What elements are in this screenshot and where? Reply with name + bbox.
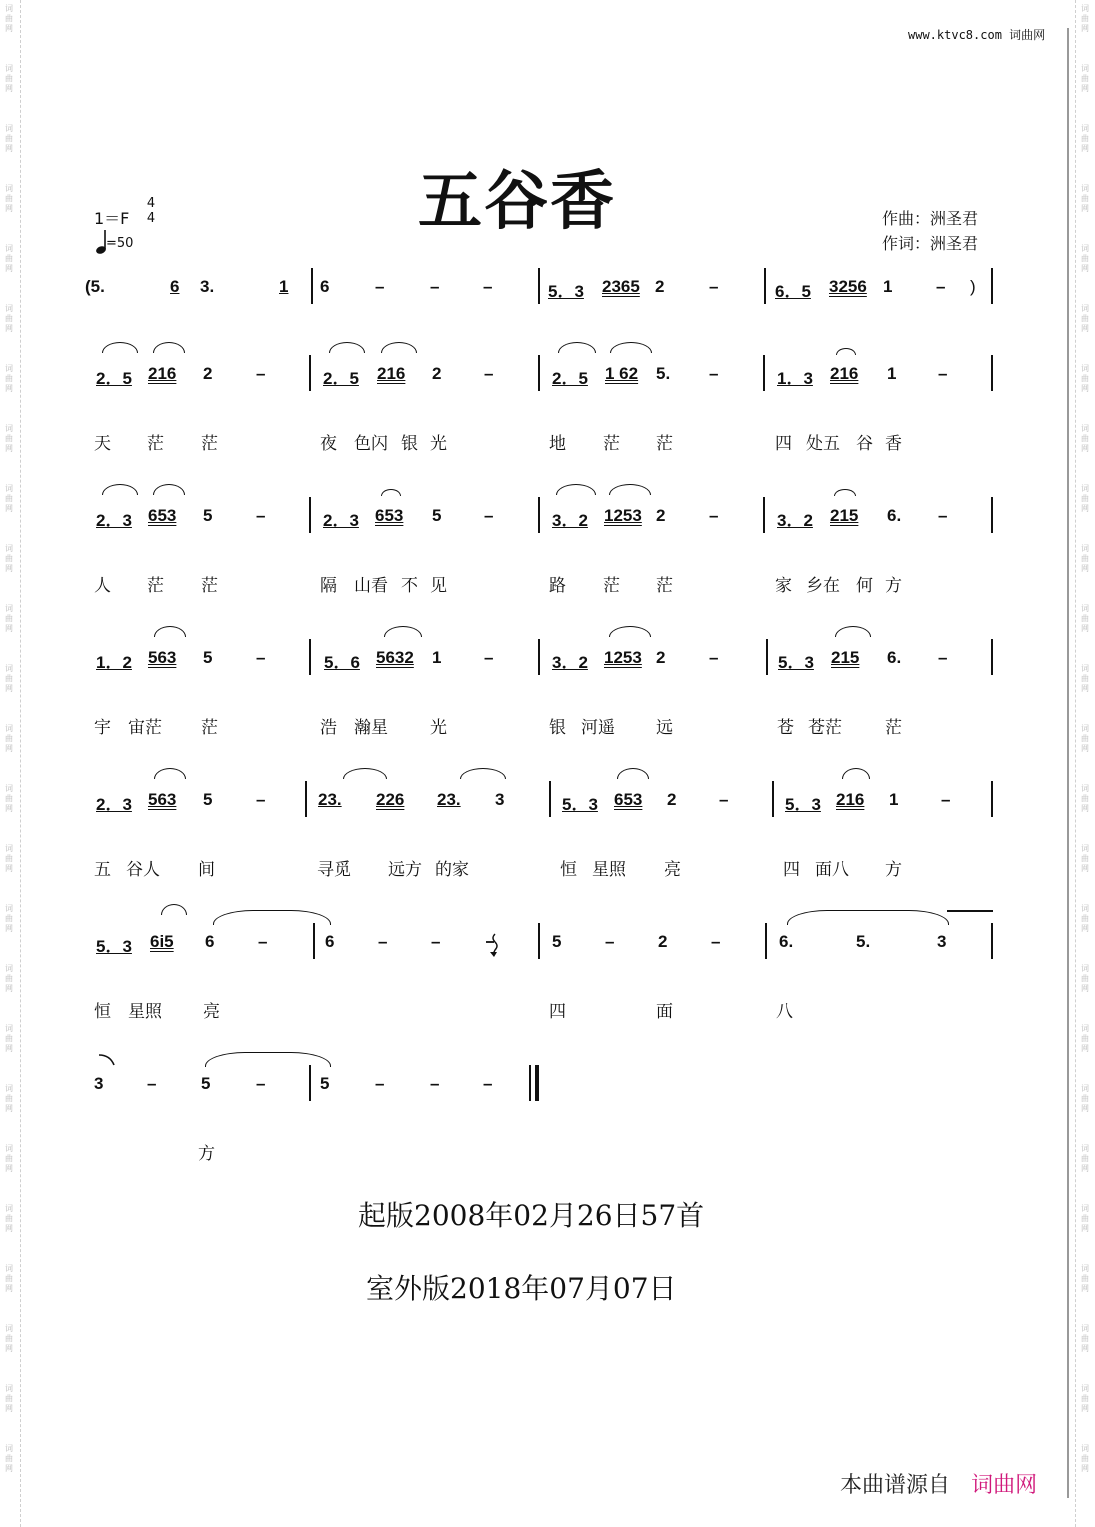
watermark-text: 词 曲 网 [5, 964, 13, 993]
lyric: 不 [401, 576, 418, 596]
watermark-text: 词 曲 网 [5, 1024, 13, 1053]
lyric: 隔 [320, 576, 337, 596]
lyric: 夜 [320, 434, 337, 454]
barline [764, 268, 766, 304]
slur [556, 484, 596, 495]
note: 215 [831, 648, 860, 667]
watermark-text: 词 曲 网 [5, 1204, 13, 1233]
note: – [256, 648, 266, 667]
note: 5 [320, 1074, 330, 1093]
lyric: 星照 [128, 1002, 162, 1022]
note: 23. [318, 790, 342, 809]
note: 5632 [376, 648, 414, 667]
watermark-text: 词 曲 网 [5, 1384, 13, 1413]
lyric: 远方 [388, 860, 422, 880]
watermark-text: 词 曲 网 [1081, 1444, 1089, 1473]
watermark-text: 词 曲 网 [5, 1264, 13, 1293]
note: – [709, 506, 719, 525]
time-signature [146, 196, 156, 226]
lyric: 四 [549, 1002, 566, 1022]
note: 2 [656, 648, 666, 667]
note: – [936, 277, 946, 296]
barline [538, 923, 540, 959]
note: – [483, 1074, 493, 1093]
watermark-text: 词 曲 网 [1081, 1024, 1089, 1053]
note: 6 [170, 277, 180, 296]
slur [617, 768, 649, 779]
slur [558, 342, 596, 353]
time-signature-bottom: 4 [146, 211, 156, 226]
watermark-text: 词 曲 网 [1081, 604, 1089, 633]
note: 6i5 [150, 932, 174, 951]
barline [309, 355, 311, 391]
lyricist-credit: 作词：洲圣君 [882, 234, 979, 253]
note: 5．3 [778, 653, 814, 672]
barline [538, 639, 540, 675]
watermark-text: 词 曲 网 [1081, 4, 1089, 33]
note: 2．5 [552, 369, 588, 388]
lyric: 星照 [592, 860, 626, 880]
lyric: 茫 [603, 434, 620, 454]
watermark-text: 词 曲 网 [5, 544, 13, 573]
source-prefix: 本曲谱源自 [840, 1473, 951, 1498]
note: 6 [325, 932, 335, 951]
note: 1 [889, 790, 899, 809]
lyric: 宇 [94, 718, 111, 738]
note: 5. [656, 364, 671, 383]
barline [313, 923, 315, 959]
slur [842, 768, 870, 779]
slur [161, 904, 187, 915]
note: 1253 [604, 648, 642, 667]
lyric: 茫 [603, 576, 620, 596]
right-watermark-strip [1075, 0, 1095, 1527]
watermark-text: 词 曲 网 [5, 244, 13, 273]
lyric: 亮 [664, 860, 681, 880]
watermark-text: 词 曲 网 [5, 124, 13, 153]
note: 2．5 [323, 369, 359, 388]
barline [309, 639, 311, 675]
lyric: 寻觅 [317, 860, 351, 880]
note: (5. [85, 277, 105, 296]
lyric: 方 [198, 1144, 215, 1164]
note: 1 [887, 364, 897, 383]
watermark-text: 词 曲 网 [5, 64, 13, 93]
barline [538, 497, 540, 533]
watermark-text: 词 曲 网 [1081, 1144, 1089, 1173]
barline [991, 639, 993, 675]
note: – [709, 648, 719, 667]
lyric: 银 [549, 718, 566, 738]
note: – [256, 364, 266, 383]
note: 5．3 [548, 282, 584, 301]
note: 6 [320, 277, 330, 296]
note: 5．3 [562, 795, 598, 814]
note: – [147, 1074, 157, 1093]
watermark-text: 词 曲 网 [1081, 1204, 1089, 1233]
lyric: 人 [94, 576, 111, 596]
right-border-line [1067, 28, 1069, 1498]
lyric: 河遥 [581, 718, 615, 738]
note: 6. [887, 648, 902, 667]
note: 226 [376, 790, 405, 809]
lyric: 茫 [147, 576, 164, 596]
note: 1 62 [605, 364, 639, 383]
breath-mark-icon [484, 930, 500, 962]
note: 653 [148, 506, 177, 525]
lyric: 天 [94, 434, 111, 454]
lyric: 谷人 [126, 860, 160, 880]
lyric: 方 [885, 860, 902, 880]
watermark-text: 词 曲 网 [1081, 64, 1089, 93]
tie [787, 910, 949, 925]
watermark-text: 词 曲 网 [5, 484, 13, 513]
note: 216 [377, 364, 406, 383]
lyric: 亮 [203, 1002, 220, 1022]
lyric: 路 [549, 576, 566, 596]
slur [835, 626, 871, 637]
slur [153, 342, 185, 353]
lyric: 家 [775, 576, 792, 596]
lyric: 瀚星 [354, 718, 388, 738]
composer-credit: 作曲：洲圣君 [882, 209, 979, 228]
watermark-text: 词 曲 网 [5, 364, 13, 393]
key-signature: 1＝F [94, 209, 130, 228]
lyric: 香 [885, 434, 902, 454]
watermark-text: 词 曲 网 [5, 1144, 13, 1173]
watermark-text: 词 曲 网 [1081, 1324, 1089, 1353]
barline [538, 268, 540, 304]
slur [460, 768, 506, 779]
barline [765, 923, 767, 959]
tie-end [98, 1052, 118, 1071]
tempo: =50 [106, 236, 134, 251]
note: 563 [148, 790, 177, 809]
watermark-text: 词 曲 网 [1081, 1084, 1089, 1113]
lyric: 见 [430, 576, 447, 596]
lyric: 光 [430, 434, 447, 454]
footer-version-line-2: 室外版2018年07月07日 [366, 1272, 677, 1305]
lyric: 宙茫 [128, 718, 162, 738]
lyric: 方 [885, 576, 902, 596]
slur [381, 342, 417, 353]
watermark-text: 词 曲 网 [5, 304, 13, 333]
watermark-text: 词 曲 网 [5, 784, 13, 813]
lyric: 远 [656, 718, 673, 738]
note: – [256, 1074, 266, 1093]
note: 5 [203, 648, 213, 667]
slur [836, 348, 856, 355]
note: – [484, 648, 494, 667]
barline [309, 1065, 311, 1101]
watermark-text: 词 曲 网 [1081, 184, 1089, 213]
note: 23. [437, 790, 461, 809]
lyric: 四 [783, 860, 800, 880]
watermark-text: 词 曲 网 [5, 724, 13, 753]
watermark-text: 词 曲 网 [1081, 544, 1089, 573]
note: 5．3 [785, 795, 821, 814]
barline [549, 781, 551, 817]
slur [154, 626, 186, 637]
lyric: 面 [656, 1002, 673, 1022]
barline [991, 355, 993, 391]
lyric: 乡在 [806, 576, 840, 596]
note: 1 [432, 648, 442, 667]
slur [384, 626, 422, 637]
note: 653 [614, 790, 643, 809]
note: 6. [779, 932, 794, 951]
slur [834, 489, 856, 496]
note: – [484, 364, 494, 383]
note: 563 [148, 648, 177, 667]
watermark-text: 词 曲 网 [1081, 904, 1089, 933]
note: 3 [94, 1074, 104, 1093]
barline [305, 781, 307, 817]
slur [343, 768, 387, 779]
lyric: 茫 [147, 434, 164, 454]
note: 216 [830, 364, 859, 383]
watermark-text: 词 曲 网 [5, 4, 13, 33]
note: 2．5 [96, 369, 132, 388]
lyric: 茫 [885, 718, 902, 738]
slur [610, 342, 652, 353]
note: 5．6 [324, 653, 360, 672]
barline [763, 497, 765, 533]
note: – [375, 1074, 385, 1093]
lyric: 处五 [806, 434, 840, 454]
lyric: 光 [430, 718, 447, 738]
slur [381, 489, 401, 496]
note: – [378, 932, 388, 951]
note: – [483, 277, 493, 296]
note: 2 [658, 932, 668, 951]
note: 2 [432, 364, 442, 383]
note: 6 [205, 932, 215, 951]
note: 3 [495, 790, 505, 809]
note: 2．3 [96, 511, 132, 530]
note: – [484, 506, 494, 525]
watermark-text: 词 曲 网 [1081, 304, 1089, 333]
watermark-text: 词 曲 网 [5, 844, 13, 873]
barline [538, 355, 540, 391]
note: – [256, 790, 266, 809]
watermark-text: 词 曲 网 [5, 1444, 13, 1473]
watermark-text: 词 曲 网 [1081, 844, 1089, 873]
note: – [256, 506, 266, 525]
watermark-text: 词 曲 网 [1081, 484, 1089, 513]
watermark-text: 词 曲 网 [1081, 1384, 1089, 1413]
note: – [709, 364, 719, 383]
note: 2 [203, 364, 213, 383]
barline [772, 781, 774, 817]
slur [609, 484, 651, 495]
note: – [431, 932, 441, 951]
time-signature-top: 4 [146, 196, 156, 211]
lyric: 色闪 [354, 434, 388, 454]
lyric: 谷 [856, 434, 873, 454]
note: – [430, 277, 440, 296]
slur [329, 342, 365, 353]
barline [309, 497, 311, 533]
note: – [375, 277, 385, 296]
source-attribution [840, 1468, 1037, 1499]
note: 2 [655, 277, 665, 296]
watermark-text: 词 曲 网 [5, 424, 13, 453]
note: 3．2 [552, 653, 588, 672]
note: ) [970, 277, 976, 296]
source-link[interactable]: 词曲网 [971, 1473, 1038, 1498]
lyric: 苍 [777, 718, 794, 738]
slur [154, 768, 186, 779]
note: 5 [552, 932, 562, 951]
note: – [711, 932, 721, 951]
note: – [258, 932, 268, 951]
barline [991, 781, 993, 817]
lyric: 银 [401, 434, 418, 454]
watermark-text: 词 曲 网 [1081, 1264, 1089, 1293]
note: 1253 [604, 506, 642, 525]
note: – [938, 648, 948, 667]
note: 6．5 [775, 282, 811, 301]
note: 2．3 [96, 795, 132, 814]
watermark-text: 词 曲 网 [1081, 124, 1089, 153]
watermark-text: 词 曲 网 [5, 664, 13, 693]
lyric: 五 [94, 860, 111, 880]
slur [102, 342, 138, 353]
note: – [941, 790, 951, 809]
note: – [605, 932, 615, 951]
watermark-text: 词 曲 网 [5, 904, 13, 933]
note: 1．2 [96, 653, 132, 672]
tie [205, 1052, 331, 1067]
watermark-text: 词 曲 网 [1081, 784, 1089, 813]
watermark-text: 词 曲 网 [1081, 964, 1089, 993]
lyric: 茫 [201, 434, 218, 454]
note: 3．2 [777, 511, 813, 530]
note: 215 [830, 506, 859, 525]
final-barline-thick [535, 1065, 539, 1101]
note: 216 [836, 790, 865, 809]
watermark-text: 词 曲 网 [1081, 424, 1089, 453]
note: 5 [201, 1074, 211, 1093]
note: 1 [883, 277, 893, 296]
lyric: 何 [856, 576, 873, 596]
watermark-text: 词 曲 网 [1081, 244, 1089, 273]
lyric: 恒 [94, 1002, 111, 1022]
note: – [430, 1074, 440, 1093]
lyric: 茫 [201, 718, 218, 738]
lyric: 山看 [354, 576, 388, 596]
barline [991, 268, 993, 304]
lyric: 恒 [560, 860, 577, 880]
lyric: 四 [775, 434, 792, 454]
lyric: 浩 [320, 718, 337, 738]
watermark-text: 词 曲 网 [5, 1084, 13, 1113]
barline [991, 923, 993, 959]
lyric: 八 [776, 1002, 793, 1022]
note: 5．3 [96, 937, 132, 956]
note: 2．3 [323, 511, 359, 530]
lyric: 地 [549, 434, 566, 454]
note: 1 [279, 277, 289, 296]
note: 2 [656, 506, 666, 525]
barline [763, 355, 765, 391]
note: 5. [856, 932, 871, 951]
note: 2 [667, 790, 677, 809]
lyric: 的家 [435, 860, 469, 880]
note: 216 [148, 364, 177, 383]
left-watermark-strip [0, 0, 21, 1527]
lyric: 茫 [656, 576, 673, 596]
note: 3．2 [552, 511, 588, 530]
watermark-text: 词 曲 网 [5, 604, 13, 633]
watermark-text: 词 曲 网 [1081, 664, 1089, 693]
note: 3256 [829, 277, 867, 296]
note: – [938, 364, 948, 383]
note: – [719, 790, 729, 809]
note: 5 [203, 790, 213, 809]
barline [311, 268, 313, 304]
lyric: 茫 [656, 434, 673, 454]
note: – [709, 277, 719, 296]
barline [766, 639, 768, 675]
watermark-text: 词 曲 网 [1081, 364, 1089, 393]
note: 1．3 [777, 369, 813, 388]
lyric: 面八 [815, 860, 849, 880]
lyric: 苍茫 [808, 718, 842, 738]
slur [153, 484, 185, 495]
barline [991, 497, 993, 533]
site-label: www.ktvc8.com 词曲网 [908, 28, 1046, 42]
note: 2365 [602, 277, 640, 296]
note: 5 [203, 506, 213, 525]
watermark-text: 词 曲 网 [5, 184, 13, 213]
watermark-text: 词 曲 网 [5, 1324, 13, 1353]
note: 3 [937, 932, 947, 951]
note: 653 [375, 506, 404, 525]
slur [102, 484, 138, 495]
tie-continuation [947, 910, 993, 912]
final-barline-thin [529, 1065, 531, 1101]
note: 3. [200, 277, 215, 296]
lyric: 间 [198, 860, 215, 880]
footer-version-line-1: 起版2008年02月26日57首 [358, 1199, 705, 1232]
watermark-text: 词 曲 网 [1081, 724, 1089, 753]
slur [609, 626, 651, 637]
page-title: 五谷香 [418, 164, 616, 239]
lyric: 茫 [201, 576, 218, 596]
note: – [938, 506, 948, 525]
note: 5 [432, 506, 442, 525]
note: 6. [887, 506, 902, 525]
